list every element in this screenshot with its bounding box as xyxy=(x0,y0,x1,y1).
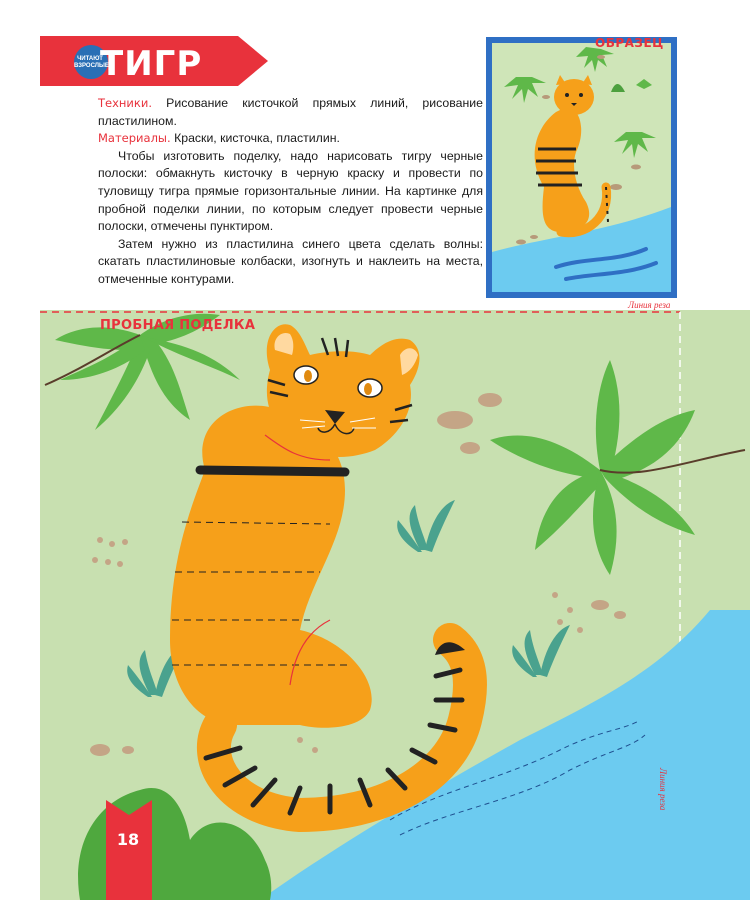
paragraph-stripes: Чтобы изготовить поделку, надо нарисовать тигру черные полоски: обмакнуть кисточку в черную краску и провести по туловищу тигра прямые горизонтальные линии. На картинке для пробной поделки линии, по которым следует провести черные полоски, отмечены пунктиром. xyxy=(98,148,483,234)
page-title: ТИГР xyxy=(100,44,203,84)
age-badge: ЧИТАЮТ ВЗРОСЛЫЕ xyxy=(74,56,109,69)
materials-label: Материалы. xyxy=(98,131,171,146)
materials-line xyxy=(98,130,483,148)
trial-craft-label: ПРОБНАЯ ПОДЕЛКА xyxy=(100,318,256,333)
techniques-text: Рисование кисточкой прямых линий, рисование пластилином. xyxy=(98,96,483,128)
techniques-line xyxy=(98,95,483,130)
cut-line-label: Линия реза xyxy=(628,300,671,310)
materials-text: Краски, кисточка, пластилин. xyxy=(170,131,340,146)
instructions xyxy=(98,95,483,289)
paragraph-waves: Затем нужно из пластилина синего цвета сделать волны: скатать пластилиновые колбаски, изогнуть и наклеить на места, отмеченные контурами. xyxy=(98,236,483,286)
trial-craft-scene xyxy=(0,310,750,900)
sample-image xyxy=(486,37,677,298)
techniques-label: Техники. xyxy=(98,96,152,110)
cut-line-label: Линия реза xyxy=(658,768,668,811)
page-number: 18 xyxy=(116,830,140,849)
sample-label: ОБРАЗЕЦ xyxy=(595,36,664,50)
page-number-tab xyxy=(106,800,152,900)
